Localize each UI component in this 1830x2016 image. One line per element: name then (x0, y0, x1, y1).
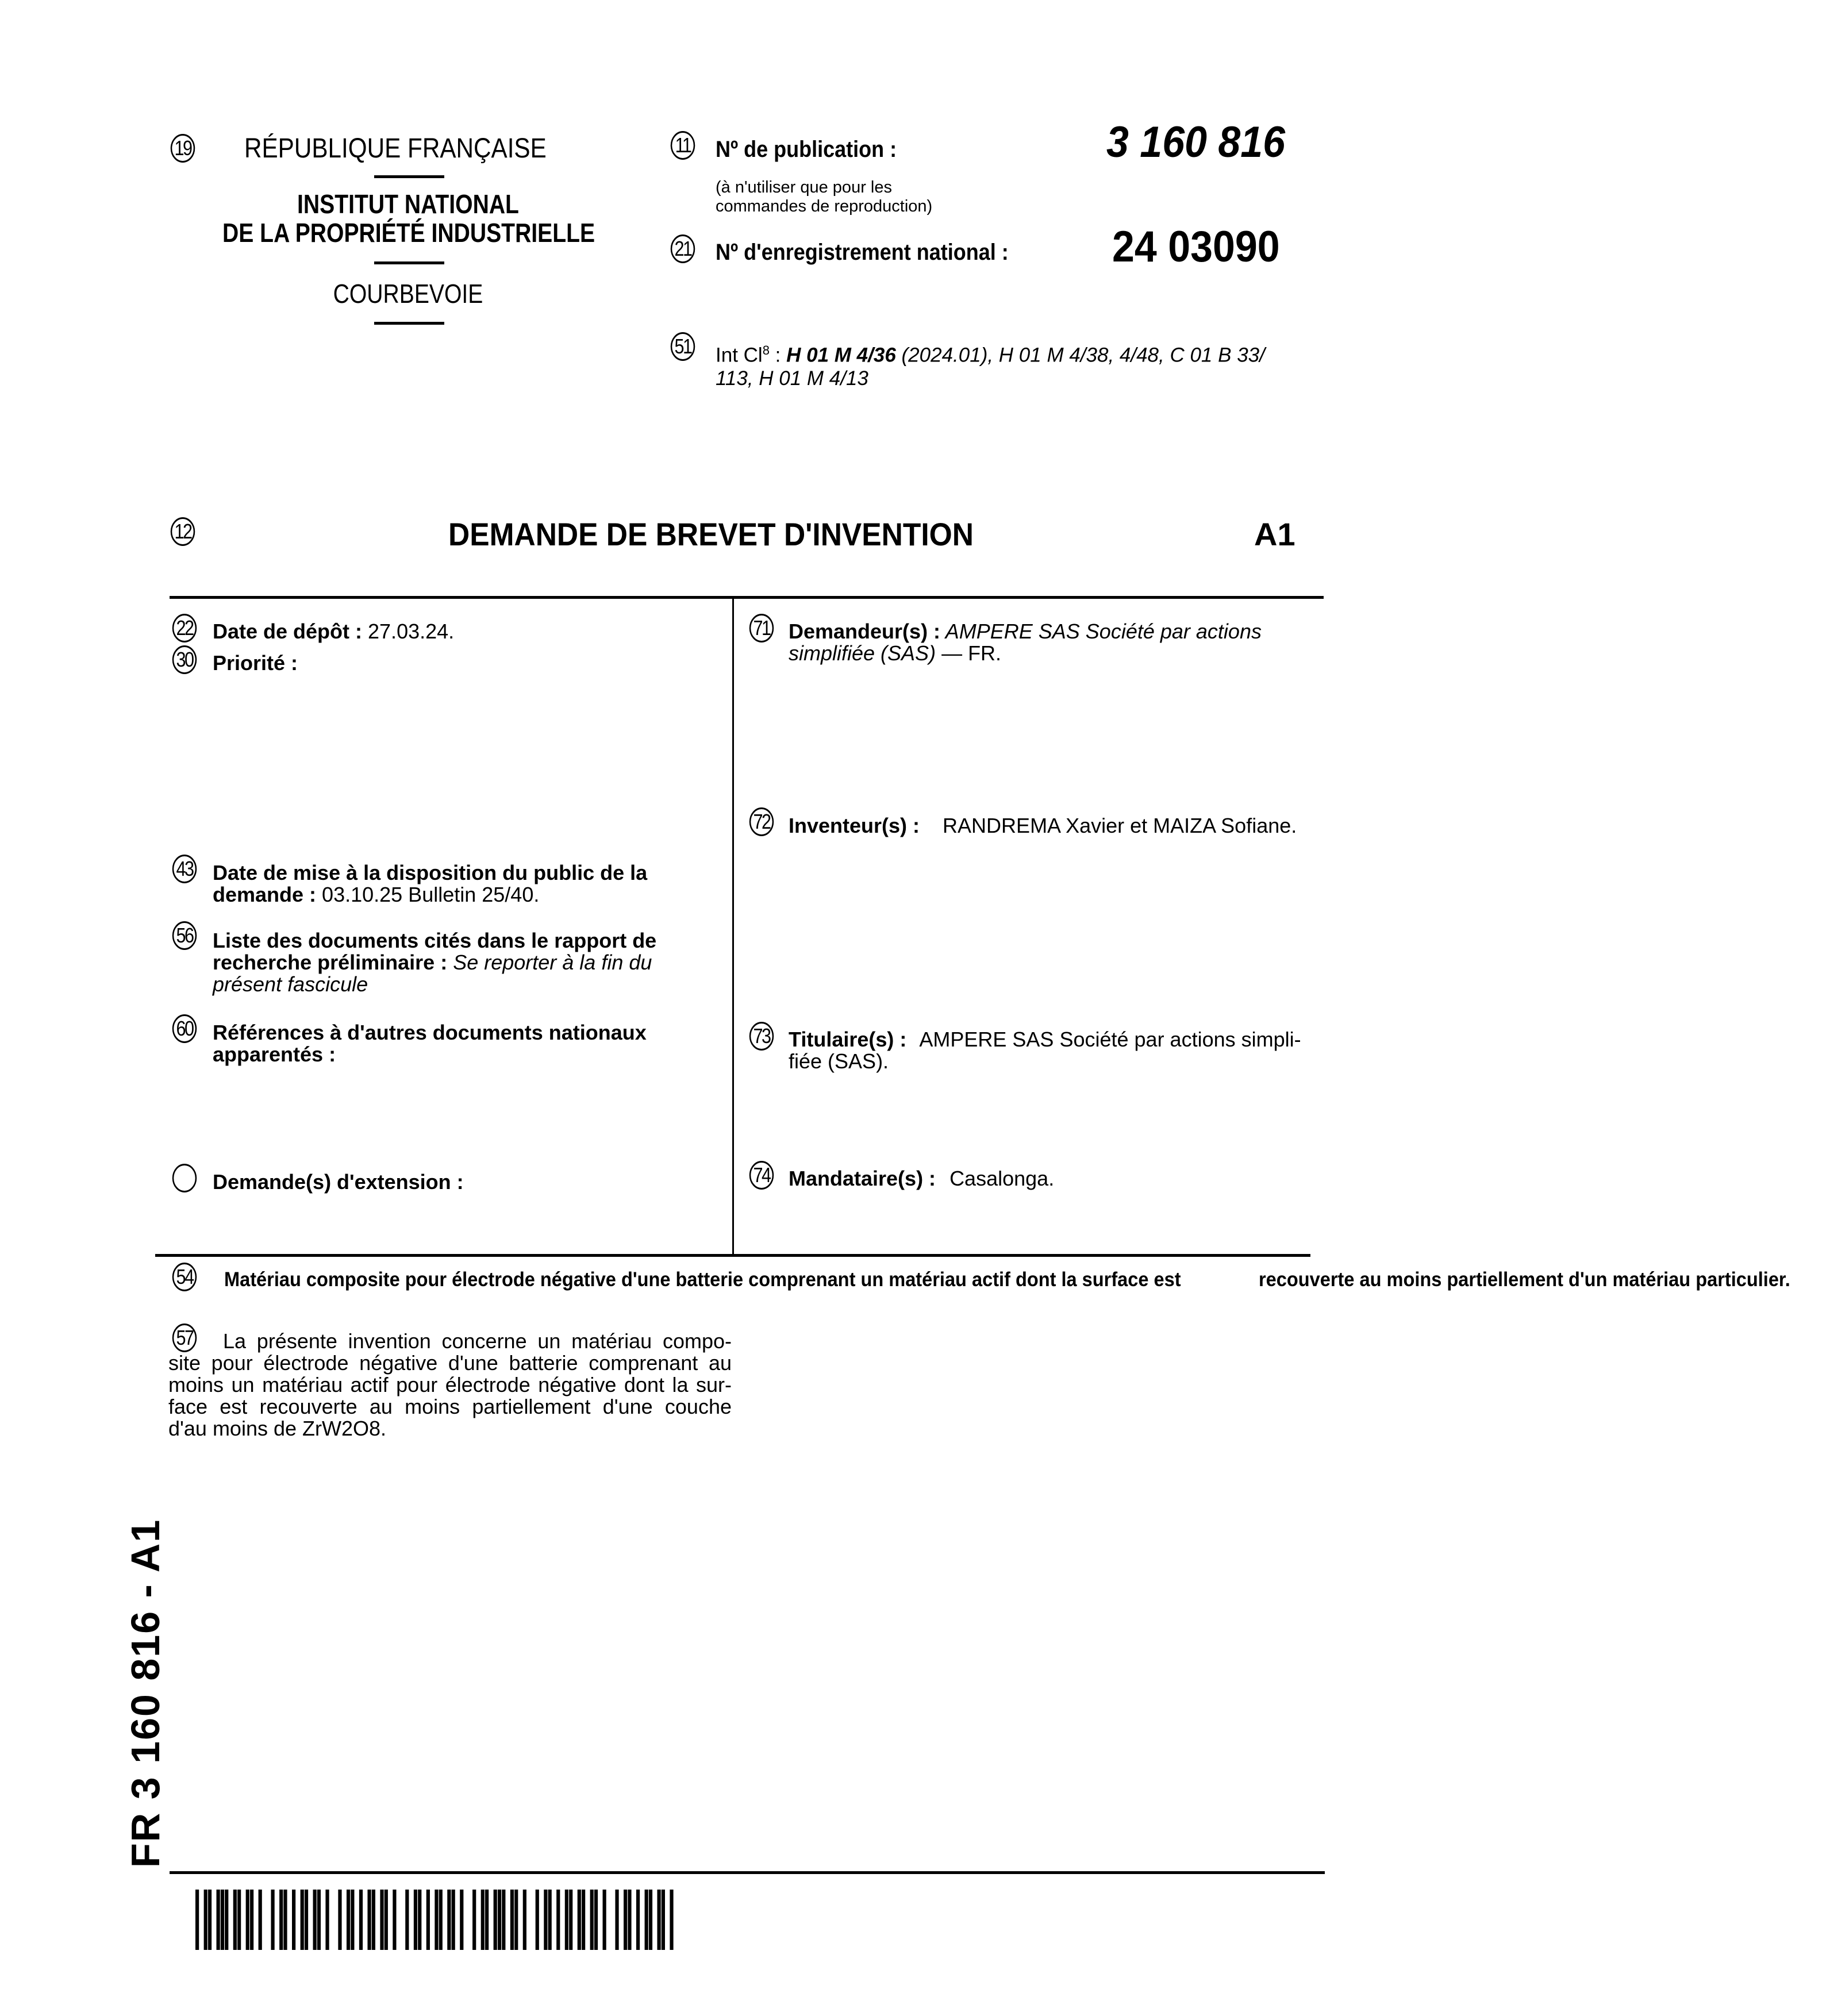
barcode-bar (380, 1890, 383, 1950)
inid-code-73: 73 (749, 1022, 774, 1051)
inid-code-54: 54 (172, 1263, 197, 1291)
filing-date-field (213, 621, 454, 642)
barcode-bar (359, 1890, 363, 1950)
inid-code-12: 12 (171, 517, 195, 546)
barcode-bar (582, 1890, 585, 1950)
registration-number-text: 24 03090 (1112, 224, 1280, 270)
barcode-bar (208, 1890, 212, 1950)
abstract-line: face est recouverte au moins partiellement d'une couche (168, 1396, 732, 1418)
divider-short (374, 261, 444, 264)
barcode-bar (498, 1890, 501, 1950)
barcode-bar (259, 1890, 262, 1950)
inid-code-11: 11 (671, 131, 695, 160)
agent-value: Casalonga. (949, 1167, 1054, 1190)
applicant-value-2: simplifiée (SAS) (789, 641, 936, 665)
classification-edition: 8 (763, 343, 770, 357)
divider-short (374, 175, 444, 178)
barcode-bar (393, 1890, 396, 1950)
priority-field (213, 652, 298, 674)
barcode-bar (590, 1890, 594, 1950)
registration-number (1112, 224, 1294, 270)
barcode-bar (418, 1890, 421, 1950)
registration-label-text: Nº d'enregistrement national : (716, 240, 1009, 265)
inid-code-51: 51 (671, 332, 695, 361)
barcode-bar (195, 1890, 199, 1950)
barcode-bar (481, 1890, 485, 1950)
classification-label: Int Cl (716, 344, 763, 367)
barcode-bar (372, 1890, 375, 1950)
related-documents-label-2: apparentés : (213, 1044, 647, 1065)
barcode-bar (246, 1890, 249, 1950)
institute-line-2: DE LA PROPRIÉTÉ INDUSTRIELLE (222, 218, 594, 247)
barcode-bar (250, 1890, 253, 1950)
holder-label: Titulaire(s) : (789, 1028, 906, 1051)
inid-code-71: 71 (749, 614, 774, 642)
barcode-bar (225, 1890, 228, 1950)
cited-documents-label-2: recherche préliminaire : (213, 951, 447, 974)
agent-label: Mandataire(s) : (789, 1167, 936, 1190)
barcode-bar (452, 1890, 455, 1950)
barcode-bar (645, 1890, 648, 1950)
barcode-bar (317, 1890, 321, 1950)
inventors-field (789, 815, 1297, 837)
publication-date-label-2: demande : (213, 883, 316, 906)
filing-date-value: 27.03.24. (362, 620, 454, 643)
barcode-bar (204, 1890, 207, 1950)
barcode-bar (292, 1890, 295, 1950)
barcode-bar (385, 1890, 388, 1950)
divider-short (374, 322, 444, 325)
barcode-bar (279, 1890, 283, 1950)
barcode (195, 1890, 678, 1950)
barcode-bar (594, 1890, 598, 1950)
document-title (448, 517, 1019, 552)
bottom-rule (155, 1254, 1310, 1257)
barcode-bar (405, 1890, 409, 1950)
barcode-bar (283, 1890, 287, 1950)
barcode-bar (510, 1890, 514, 1950)
barcode-bar (649, 1890, 652, 1950)
holder-field (789, 1029, 1301, 1072)
inid-code-72: 72 (749, 807, 774, 836)
barcode-bar (628, 1890, 631, 1950)
abstract-line: La présente invention concerne un matériau compo- (168, 1330, 732, 1352)
barcode-bar (624, 1890, 627, 1950)
invention-title (224, 1269, 1830, 1290)
country-name (244, 133, 587, 164)
barcode-bar (523, 1890, 526, 1950)
abstract-text (168, 1330, 732, 1440)
applicant-country: — FR. (936, 641, 1001, 665)
country-name-text: RÉPUBLIQUE FRANÇAISE (244, 133, 547, 164)
applicant-value-1: AMPERE SAS Société par actions (940, 620, 1262, 643)
barcode-bar (233, 1890, 237, 1950)
related-documents-label-1: Références à d'autres documents nationaux (213, 1022, 647, 1044)
priority-label: Priorité : (213, 651, 298, 675)
document-title-text: DEMANDE DE BREVET D'INVENTION (448, 517, 974, 552)
barcode-bar (485, 1890, 489, 1950)
barcode-bar (426, 1890, 430, 1950)
institute-name (190, 190, 626, 247)
publication-date-label-1: Date de mise à la disposition du public de la (213, 862, 647, 884)
barcode-bar (351, 1890, 354, 1950)
publication-label (716, 137, 917, 162)
applicant-label: Demandeur(s) : (789, 620, 940, 643)
institute-line-1: INSTITUT NATIONAL (222, 190, 594, 218)
barcode-bar (221, 1890, 224, 1950)
inid-code-21: 21 (671, 234, 695, 263)
abstract-line: moins un matériau actif pour électrode négative dont la sur- (168, 1374, 732, 1396)
inid-code-22: 22 (172, 614, 197, 642)
publication-note-line-1: (à n'utiliser que pour les (716, 178, 932, 197)
cited-documents-field (213, 930, 656, 995)
barcode-bar (556, 1890, 560, 1950)
column-divider (732, 598, 734, 1255)
cited-documents-label-1: Liste des documents cités dans le rapport de (213, 930, 656, 952)
extension-label: Demande(s) d'extension : (213, 1170, 464, 1194)
barcode-bar (502, 1890, 505, 1950)
barcode-bar (514, 1890, 518, 1950)
barcode-bar (301, 1890, 304, 1950)
barcode-bar (494, 1890, 497, 1950)
barcode-bar (565, 1890, 568, 1950)
barcode-bar (472, 1890, 476, 1950)
extension-field (213, 1171, 464, 1193)
inventors-label: Inventeur(s) : (789, 814, 920, 837)
inid-code-19: 19 (171, 134, 195, 163)
barcode-bar (439, 1890, 443, 1950)
inid-code-56: 56 (172, 921, 197, 950)
abstract-line: site pour électrode négative d'une batterie comprenant au (168, 1352, 732, 1374)
city-text: COURBEVOIE (222, 278, 594, 309)
barcode-bar (217, 1890, 220, 1950)
holder-value-2: fiée (SAS). (789, 1051, 1301, 1072)
filing-date-label: Date de dépôt : (213, 620, 362, 643)
publication-note-line-2: commandes de reproduction) (716, 197, 932, 216)
barcode-bar (670, 1890, 673, 1950)
publication-number-text: 3 160 816 (1106, 120, 1285, 166)
barcode-bar (662, 1890, 665, 1950)
barcode-bar (615, 1890, 618, 1950)
barcode-bar (305, 1890, 308, 1950)
barcode-bar (460, 1890, 463, 1950)
cited-documents-value-1: Se reporter à la fin du (447, 951, 652, 974)
inid-code-60: 60 (172, 1014, 197, 1043)
classification-colon: : (770, 344, 781, 367)
abstract-line: d'au moins de ZrW2O8. (168, 1418, 732, 1440)
publication-date-field (213, 862, 647, 906)
inid-code-57: 57 (172, 1324, 197, 1352)
inid-code-43: 43 (172, 855, 197, 883)
kind-code: A1 (1254, 517, 1295, 552)
classification (716, 339, 1265, 390)
publication-label-text: Nº de publication : (716, 137, 897, 162)
cited-documents-value-2: présent fascicule (213, 974, 656, 995)
barcode-bar (657, 1890, 660, 1950)
city-name (190, 278, 626, 309)
barcode-bar (435, 1890, 438, 1950)
inventors-value: RANDREMA Xavier et MAIZA Sofiane. (943, 814, 1297, 837)
inid-code-74: 74 (749, 1161, 774, 1190)
barcode-bar (544, 1890, 547, 1950)
barcode-bar (367, 1890, 371, 1950)
applicant-field (789, 621, 1262, 664)
barcode-bar (347, 1890, 350, 1950)
invention-title-line-2: recouverte au moins partiellement d'un matériau particulier. (1259, 1269, 1790, 1290)
barcode-bar (338, 1890, 341, 1950)
barcode-bar (603, 1890, 606, 1950)
agent-field (789, 1168, 1054, 1190)
registration-label (716, 240, 1041, 265)
barcode-bar (325, 1890, 329, 1950)
classification-main: H 01 M 4/36 (786, 344, 896, 367)
barcode-bar (414, 1890, 417, 1950)
invention-title-line-1: Matériau composite pour électrode négative d'une batterie comprenant un matériau actif dont la surface est (224, 1269, 1181, 1290)
publication-number (1106, 120, 1301, 166)
barcode-bar (447, 1890, 451, 1950)
classification-secondary-1: (2024.01), H 01 M 4/38, 4/48, C 01 B 33/ (896, 344, 1265, 367)
holder-value-1: AMPERE SAS Société par actions simpli- (919, 1028, 1301, 1051)
top-rule (170, 596, 1324, 599)
barcode-bar (636, 1890, 640, 1950)
publication-note (716, 178, 932, 216)
barcode-bar (237, 1890, 241, 1950)
inid-code-extension (172, 1164, 197, 1192)
related-documents-field (213, 1022, 647, 1065)
barcode-bar (569, 1890, 572, 1950)
classification-secondary-2: 113, H 01 M 4/13 (716, 367, 1265, 390)
inid-code-30: 30 (172, 645, 197, 674)
barcode-bar (271, 1890, 274, 1950)
publication-date-value: 03.10.25 Bulletin 25/40. (316, 883, 539, 906)
barcode-bar (548, 1890, 552, 1950)
barcode-bar (578, 1890, 581, 1950)
barcode-bar (313, 1890, 317, 1950)
barcode-bar (536, 1890, 539, 1950)
side-publication-label: FR 3 160 816 - A1 (125, 1519, 166, 1868)
footer-rule (170, 1871, 1325, 1874)
